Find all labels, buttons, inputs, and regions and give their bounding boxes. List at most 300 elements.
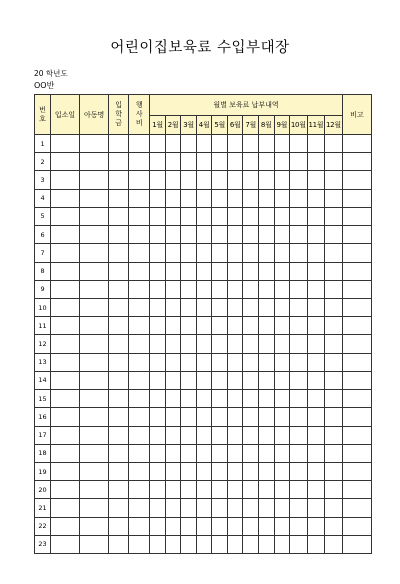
ledger-cell[interactable] (290, 426, 308, 444)
ledger-cell[interactable] (212, 335, 228, 353)
ledger-cell[interactable] (274, 517, 290, 535)
ledger-cell[interactable] (290, 535, 308, 553)
ledger-cell[interactable] (150, 226, 166, 244)
ledger-cell[interactable] (342, 226, 371, 244)
ledger-cell[interactable] (258, 444, 274, 462)
ledger-cell[interactable] (181, 262, 197, 280)
ledger-cell[interactable] (51, 444, 80, 462)
ledger-cell[interactable] (274, 153, 290, 171)
ledger-cell[interactable] (80, 499, 109, 517)
ledger-cell[interactable] (109, 189, 129, 207)
ledger-cell[interactable] (51, 408, 80, 426)
ledger-cell[interactable] (227, 226, 243, 244)
ledger-cell[interactable] (243, 462, 259, 480)
ledger-cell[interactable] (243, 517, 259, 535)
ledger-cell[interactable] (243, 444, 259, 462)
ledger-cell[interactable] (80, 390, 109, 408)
ledger-cell[interactable] (290, 262, 308, 280)
ledger-cell[interactable] (274, 189, 290, 207)
ledger-cell[interactable] (165, 317, 181, 335)
ledger-cell[interactable] (243, 280, 259, 298)
ledger-cell[interactable] (165, 535, 181, 553)
ledger-cell[interactable] (150, 262, 166, 280)
ledger-cell[interactable] (181, 135, 197, 153)
ledger-cell[interactable] (325, 207, 343, 225)
ledger-cell[interactable] (227, 353, 243, 371)
ledger-cell[interactable] (290, 517, 308, 535)
ledger-cell[interactable] (51, 298, 80, 316)
ledger-cell[interactable] (80, 444, 109, 462)
ledger-cell[interactable] (51, 189, 80, 207)
ledger-cell[interactable] (51, 426, 80, 444)
ledger-cell[interactable] (196, 153, 212, 171)
ledger-cell[interactable] (227, 390, 243, 408)
ledger-cell[interactable] (290, 298, 308, 316)
ledger-cell[interactable] (129, 353, 150, 371)
ledger-cell[interactable] (109, 335, 129, 353)
ledger-cell[interactable] (258, 408, 274, 426)
ledger-cell[interactable] (325, 262, 343, 280)
ledger-cell[interactable] (342, 280, 371, 298)
ledger-cell[interactable] (342, 371, 371, 389)
ledger-cell[interactable] (196, 353, 212, 371)
ledger-cell[interactable] (80, 298, 109, 316)
ledger-cell[interactable] (212, 462, 228, 480)
ledger-cell[interactable] (290, 280, 308, 298)
ledger-cell[interactable] (80, 517, 109, 535)
ledger-cell[interactable] (307, 371, 325, 389)
ledger-cell[interactable] (290, 353, 308, 371)
ledger-cell[interactable] (212, 499, 228, 517)
ledger-cell[interactable] (51, 371, 80, 389)
ledger-cell[interactable] (290, 444, 308, 462)
ledger-cell[interactable] (227, 462, 243, 480)
ledger-cell[interactable] (150, 517, 166, 535)
ledger-cell[interactable] (129, 335, 150, 353)
ledger-cell[interactable] (80, 135, 109, 153)
ledger-cell[interactable] (274, 444, 290, 462)
ledger-cell[interactable] (109, 207, 129, 225)
ledger-cell[interactable] (274, 262, 290, 280)
ledger-cell[interactable] (51, 244, 80, 262)
ledger-cell[interactable] (212, 280, 228, 298)
ledger-cell[interactable] (109, 353, 129, 371)
ledger-cell[interactable] (342, 499, 371, 517)
ledger-cell[interactable] (165, 207, 181, 225)
ledger-cell[interactable] (274, 499, 290, 517)
ledger-cell[interactable] (150, 353, 166, 371)
ledger-cell[interactable] (109, 298, 129, 316)
ledger-cell[interactable] (51, 226, 80, 244)
ledger-cell[interactable] (307, 335, 325, 353)
ledger-cell[interactable] (258, 317, 274, 335)
ledger-cell[interactable] (325, 153, 343, 171)
ledger-cell[interactable] (290, 335, 308, 353)
ledger-cell[interactable] (227, 426, 243, 444)
ledger-cell[interactable] (243, 189, 259, 207)
ledger-cell[interactable] (325, 462, 343, 480)
ledger-cell[interactable] (150, 426, 166, 444)
ledger-cell[interactable] (80, 426, 109, 444)
ledger-cell[interactable] (150, 207, 166, 225)
ledger-cell[interactable] (212, 444, 228, 462)
ledger-cell[interactable] (51, 390, 80, 408)
ledger-cell[interactable] (51, 153, 80, 171)
ledger-cell[interactable] (80, 408, 109, 426)
ledger-cell[interactable] (165, 426, 181, 444)
ledger-cell[interactable] (307, 517, 325, 535)
ledger-cell[interactable] (243, 298, 259, 316)
ledger-cell[interactable] (325, 280, 343, 298)
ledger-cell[interactable] (109, 499, 129, 517)
ledger-cell[interactable] (342, 317, 371, 335)
ledger-cell[interactable] (274, 335, 290, 353)
ledger-cell[interactable] (325, 444, 343, 462)
ledger-cell[interactable] (80, 371, 109, 389)
ledger-cell[interactable] (243, 207, 259, 225)
ledger-cell[interactable] (181, 353, 197, 371)
ledger-cell[interactable] (150, 189, 166, 207)
ledger-cell[interactable] (290, 408, 308, 426)
ledger-cell[interactable] (109, 153, 129, 171)
ledger-cell[interactable] (181, 226, 197, 244)
ledger-cell[interactable] (290, 499, 308, 517)
ledger-cell[interactable] (51, 317, 80, 335)
ledger-cell[interactable] (150, 317, 166, 335)
ledger-cell[interactable] (212, 371, 228, 389)
ledger-cell[interactable] (129, 426, 150, 444)
ledger-cell[interactable] (290, 462, 308, 480)
ledger-cell[interactable] (258, 517, 274, 535)
ledger-cell[interactable] (165, 153, 181, 171)
ledger-cell[interactable] (181, 444, 197, 462)
ledger-cell[interactable] (165, 135, 181, 153)
ledger-cell[interactable] (109, 280, 129, 298)
ledger-cell[interactable] (129, 244, 150, 262)
ledger-cell[interactable] (51, 535, 80, 553)
ledger-cell[interactable] (165, 408, 181, 426)
ledger-cell[interactable] (150, 335, 166, 353)
ledger-cell[interactable] (307, 298, 325, 316)
ledger-cell[interactable] (196, 371, 212, 389)
ledger-cell[interactable] (80, 226, 109, 244)
ledger-cell[interactable] (196, 517, 212, 535)
ledger-cell[interactable] (342, 444, 371, 462)
ledger-cell[interactable] (212, 426, 228, 444)
ledger-cell[interactable] (274, 135, 290, 153)
ledger-cell[interactable] (196, 262, 212, 280)
ledger-cell[interactable] (196, 426, 212, 444)
ledger-cell[interactable] (342, 481, 371, 499)
ledger-cell[interactable] (109, 517, 129, 535)
ledger-cell[interactable] (165, 226, 181, 244)
ledger-cell[interactable] (109, 481, 129, 499)
ledger-cell[interactable] (307, 244, 325, 262)
ledger-cell[interactable] (243, 408, 259, 426)
ledger-cell[interactable] (150, 535, 166, 553)
ledger-cell[interactable] (325, 371, 343, 389)
ledger-cell[interactable] (227, 499, 243, 517)
ledger-cell[interactable] (307, 317, 325, 335)
ledger-cell[interactable] (109, 390, 129, 408)
ledger-cell[interactable] (274, 171, 290, 189)
ledger-cell[interactable] (342, 244, 371, 262)
ledger-cell[interactable] (212, 517, 228, 535)
ledger-cell[interactable] (258, 244, 274, 262)
ledger-cell[interactable] (307, 226, 325, 244)
ledger-cell[interactable] (196, 189, 212, 207)
ledger-cell[interactable] (150, 135, 166, 153)
ledger-cell[interactable] (129, 207, 150, 225)
ledger-cell[interactable] (274, 280, 290, 298)
ledger-cell[interactable] (129, 371, 150, 389)
ledger-cell[interactable] (129, 444, 150, 462)
ledger-cell[interactable] (325, 517, 343, 535)
ledger-cell[interactable] (51, 481, 80, 499)
ledger-cell[interactable] (258, 298, 274, 316)
ledger-cell[interactable] (165, 462, 181, 480)
ledger-cell[interactable] (181, 499, 197, 517)
ledger-cell[interactable] (212, 262, 228, 280)
ledger-cell[interactable] (258, 335, 274, 353)
ledger-cell[interactable] (274, 371, 290, 389)
ledger-cell[interactable] (165, 481, 181, 499)
ledger-cell[interactable] (212, 153, 228, 171)
ledger-cell[interactable] (307, 481, 325, 499)
ledger-cell[interactable] (342, 462, 371, 480)
ledger-cell[interactable] (342, 426, 371, 444)
ledger-cell[interactable] (227, 280, 243, 298)
ledger-cell[interactable] (243, 535, 259, 553)
ledger-cell[interactable] (150, 171, 166, 189)
ledger-cell[interactable] (307, 207, 325, 225)
ledger-cell[interactable] (129, 298, 150, 316)
ledger-cell[interactable] (325, 335, 343, 353)
ledger-cell[interactable] (196, 298, 212, 316)
ledger-cell[interactable] (212, 390, 228, 408)
ledger-cell[interactable] (109, 371, 129, 389)
ledger-cell[interactable] (342, 135, 371, 153)
ledger-cell[interactable] (165, 335, 181, 353)
ledger-cell[interactable] (80, 153, 109, 171)
ledger-cell[interactable] (80, 262, 109, 280)
ledger-cell[interactable] (258, 189, 274, 207)
ledger-cell[interactable] (227, 517, 243, 535)
ledger-cell[interactable] (80, 171, 109, 189)
ledger-cell[interactable] (307, 408, 325, 426)
ledger-cell[interactable] (274, 317, 290, 335)
ledger-cell[interactable] (307, 353, 325, 371)
ledger-cell[interactable] (325, 135, 343, 153)
ledger-cell[interactable] (80, 189, 109, 207)
ledger-cell[interactable] (150, 499, 166, 517)
ledger-cell[interactable] (196, 335, 212, 353)
ledger-cell[interactable] (243, 171, 259, 189)
ledger-cell[interactable] (227, 408, 243, 426)
ledger-cell[interactable] (258, 135, 274, 153)
ledger-cell[interactable] (196, 444, 212, 462)
ledger-cell[interactable] (196, 207, 212, 225)
ledger-cell[interactable] (165, 499, 181, 517)
ledger-cell[interactable] (307, 171, 325, 189)
ledger-cell[interactable] (243, 335, 259, 353)
ledger-cell[interactable] (307, 153, 325, 171)
ledger-cell[interactable] (165, 390, 181, 408)
ledger-cell[interactable] (307, 390, 325, 408)
ledger-cell[interactable] (258, 171, 274, 189)
ledger-cell[interactable] (290, 317, 308, 335)
ledger-cell[interactable] (307, 499, 325, 517)
ledger-cell[interactable] (274, 390, 290, 408)
ledger-cell[interactable] (196, 408, 212, 426)
ledger-cell[interactable] (274, 353, 290, 371)
ledger-cell[interactable] (181, 371, 197, 389)
ledger-cell[interactable] (165, 298, 181, 316)
ledger-cell[interactable] (274, 207, 290, 225)
ledger-cell[interactable] (342, 171, 371, 189)
ledger-cell[interactable] (129, 499, 150, 517)
ledger-cell[interactable] (243, 135, 259, 153)
ledger-cell[interactable] (227, 317, 243, 335)
ledger-cell[interactable] (342, 189, 371, 207)
ledger-cell[interactable] (342, 207, 371, 225)
ledger-cell[interactable] (51, 499, 80, 517)
ledger-cell[interactable] (243, 390, 259, 408)
ledger-cell[interactable] (109, 535, 129, 553)
ledger-cell[interactable] (181, 280, 197, 298)
ledger-cell[interactable] (181, 408, 197, 426)
ledger-cell[interactable] (109, 426, 129, 444)
ledger-cell[interactable] (212, 135, 228, 153)
ledger-cell[interactable] (165, 371, 181, 389)
ledger-cell[interactable] (307, 462, 325, 480)
ledger-cell[interactable] (109, 171, 129, 189)
ledger-cell[interactable] (196, 135, 212, 153)
ledger-cell[interactable] (290, 135, 308, 153)
ledger-cell[interactable] (129, 226, 150, 244)
ledger-cell[interactable] (258, 280, 274, 298)
ledger-cell[interactable] (51, 353, 80, 371)
ledger-cell[interactable] (80, 462, 109, 480)
ledger-cell[interactable] (307, 535, 325, 553)
ledger-cell[interactable] (129, 535, 150, 553)
ledger-cell[interactable] (227, 298, 243, 316)
ledger-cell[interactable] (51, 462, 80, 480)
ledger-cell[interactable] (307, 189, 325, 207)
ledger-cell[interactable] (212, 408, 228, 426)
ledger-cell[interactable] (243, 371, 259, 389)
ledger-cell[interactable] (109, 135, 129, 153)
ledger-cell[interactable] (165, 517, 181, 535)
ledger-cell[interactable] (212, 481, 228, 499)
ledger-cell[interactable] (109, 226, 129, 244)
ledger-cell[interactable] (274, 481, 290, 499)
ledger-cell[interactable] (243, 481, 259, 499)
ledger-cell[interactable] (129, 135, 150, 153)
ledger-cell[interactable] (80, 207, 109, 225)
ledger-cell[interactable] (290, 390, 308, 408)
ledger-cell[interactable] (342, 535, 371, 553)
ledger-cell[interactable] (290, 244, 308, 262)
ledger-cell[interactable] (227, 244, 243, 262)
ledger-cell[interactable] (80, 335, 109, 353)
ledger-cell[interactable] (196, 171, 212, 189)
ledger-cell[interactable] (80, 244, 109, 262)
ledger-cell[interactable] (196, 499, 212, 517)
ledger-cell[interactable] (129, 262, 150, 280)
ledger-cell[interactable] (181, 517, 197, 535)
ledger-cell[interactable] (181, 462, 197, 480)
ledger-cell[interactable] (258, 499, 274, 517)
ledger-cell[interactable] (342, 153, 371, 171)
ledger-cell[interactable] (290, 171, 308, 189)
ledger-cell[interactable] (129, 481, 150, 499)
ledger-cell[interactable] (258, 462, 274, 480)
ledger-cell[interactable] (109, 462, 129, 480)
ledger-cell[interactable] (150, 371, 166, 389)
ledger-cell[interactable] (196, 226, 212, 244)
ledger-cell[interactable] (325, 408, 343, 426)
ledger-cell[interactable] (243, 353, 259, 371)
ledger-cell[interactable] (129, 171, 150, 189)
ledger-cell[interactable] (212, 317, 228, 335)
ledger-cell[interactable] (274, 535, 290, 553)
ledger-cell[interactable] (274, 244, 290, 262)
ledger-cell[interactable] (227, 207, 243, 225)
ledger-cell[interactable] (258, 481, 274, 499)
ledger-cell[interactable] (307, 280, 325, 298)
ledger-cell[interactable] (227, 153, 243, 171)
ledger-cell[interactable] (181, 171, 197, 189)
ledger-cell[interactable] (325, 244, 343, 262)
ledger-cell[interactable] (181, 426, 197, 444)
ledger-cell[interactable] (150, 481, 166, 499)
ledger-cell[interactable] (325, 481, 343, 499)
ledger-cell[interactable] (307, 262, 325, 280)
ledger-cell[interactable] (196, 244, 212, 262)
ledger-cell[interactable] (325, 499, 343, 517)
ledger-cell[interactable] (165, 244, 181, 262)
ledger-cell[interactable] (109, 408, 129, 426)
ledger-cell[interactable] (196, 462, 212, 480)
ledger-cell[interactable] (274, 462, 290, 480)
ledger-cell[interactable] (258, 153, 274, 171)
ledger-cell[interactable] (181, 207, 197, 225)
ledger-cell[interactable] (51, 335, 80, 353)
ledger-cell[interactable] (51, 171, 80, 189)
ledger-cell[interactable] (181, 335, 197, 353)
ledger-cell[interactable] (342, 262, 371, 280)
ledger-cell[interactable] (51, 135, 80, 153)
ledger-cell[interactable] (212, 226, 228, 244)
ledger-cell[interactable] (307, 444, 325, 462)
ledger-cell[interactable] (129, 408, 150, 426)
ledger-cell[interactable] (181, 244, 197, 262)
ledger-cell[interactable] (290, 207, 308, 225)
ledger-cell[interactable] (181, 390, 197, 408)
ledger-cell[interactable] (325, 317, 343, 335)
ledger-cell[interactable] (212, 353, 228, 371)
ledger-cell[interactable] (80, 481, 109, 499)
ledger-cell[interactable] (258, 371, 274, 389)
ledger-cell[interactable] (325, 353, 343, 371)
ledger-cell[interactable] (274, 298, 290, 316)
ledger-cell[interactable] (165, 280, 181, 298)
ledger-cell[interactable] (129, 390, 150, 408)
ledger-cell[interactable] (165, 171, 181, 189)
ledger-cell[interactable] (258, 226, 274, 244)
ledger-cell[interactable] (342, 517, 371, 535)
